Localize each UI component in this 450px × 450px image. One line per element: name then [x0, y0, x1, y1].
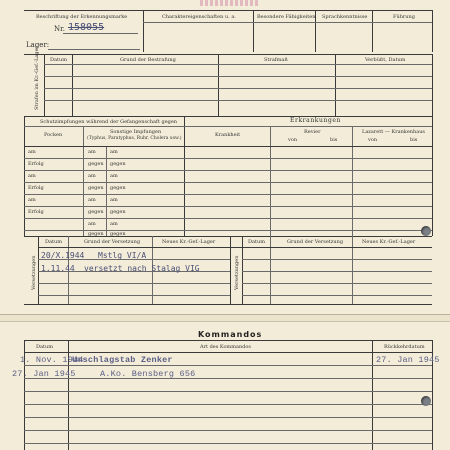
faehigkeiten-label: Besondere Fähigkeiten — [257, 14, 316, 20]
impf-row-6-right: gegen — [110, 209, 126, 215]
impf-row-1-right: am — [110, 149, 118, 155]
kommandos-art-header: Art des Kommandos — [200, 344, 251, 350]
lager-label: Lager: — [26, 41, 50, 49]
vers-grund-header-left: Grund der Versetzung — [84, 239, 141, 245]
impf-row-8-mid: gegen — [88, 231, 104, 237]
kommando-2-text[interactable]: A.Ko. Bensberg 656 — [100, 369, 196, 379]
lazarett-von: von — [368, 137, 378, 143]
revier-header: Revier — [304, 129, 321, 135]
impf-row-6-mid: gegen — [88, 209, 104, 215]
impf-row-6-left: Erfolg — [28, 209, 44, 215]
impf-row-5-right: am — [110, 197, 118, 203]
impfungen-header: Schutzimpfungen während der Gefangenschaft gegen — [40, 119, 178, 125]
revier-bis: bis — [330, 137, 338, 143]
impf-row-5-left: am — [28, 197, 36, 203]
impf-row-5-mid: am — [88, 197, 96, 203]
kommando-1-return[interactable]: 27. Jan 1945 — [376, 355, 440, 365]
kommandos-rueckkehr-header: Rückkehrdatum — [384, 344, 425, 350]
impf-row-7-mid: am — [88, 221, 96, 227]
lazarett-bis: bis — [410, 137, 418, 143]
vers-entry-2-date[interactable]: 1.11.44 — [41, 264, 75, 273]
pocken-header: Pocken — [44, 132, 63, 138]
impf-row-3-left: am — [28, 173, 36, 179]
kommando-2-date[interactable]: 27. Jan 1945 — [12, 369, 76, 379]
impf-row-8-right: gegen — [110, 231, 126, 237]
impf-row-3-right: am — [110, 173, 118, 179]
kommando-1-date[interactable]: 1. Nov. 1944 — [20, 355, 84, 365]
revier-von: von — [288, 137, 298, 143]
nr-value[interactable]: 158055 — [68, 22, 105, 33]
impf-row-1-mid: am — [88, 149, 96, 155]
impf-row-2-right: gegen — [110, 161, 126, 167]
impf-row-1-left: am — [28, 149, 36, 155]
vers-datum-header-left: Datum — [45, 239, 62, 245]
sonstige-sub-header: (Typhus, Paratyphus, Ruhr, Cholera usw.) — [87, 136, 182, 141]
nr-label: Nr. — [54, 25, 65, 33]
impf-row-2-left: Erfolg — [28, 161, 44, 167]
sprachkenntnisse-label: Sprachkenntnisse — [322, 14, 368, 20]
kommandos-datum-header: Datum — [36, 344, 53, 350]
strafen-side-label: Strafen im Kr.-Gef.-Lager — [34, 46, 40, 110]
vers-entry-2-text[interactable]: versetzt nach Stalag VIG — [84, 264, 200, 273]
charakter-label: Charaktereigenschaften u. a. — [162, 14, 236, 20]
kommando-1-text[interactable]: Umschlagstab Zenker — [72, 355, 173, 365]
top-stamp-mark — [200, 0, 258, 6]
vers-entry-1-date[interactable]: 20/X.1944 — [41, 251, 85, 260]
versetzungen-side-left: Versetzungen — [31, 255, 37, 290]
strafen-datum-header: Datum — [50, 57, 67, 63]
strafen-verbuesst-header: Verbüßt, Datum — [365, 57, 406, 63]
kommandos-title: Kommandos — [198, 330, 263, 339]
lazarett-header: Lazarett — Krankenhaus — [362, 129, 425, 135]
fuehrung-label: Führung — [393, 14, 415, 20]
erkennungsmarke-label: Beschriftung der Erkennungsmarke — [36, 14, 128, 20]
impf-row-3-mid: am — [88, 173, 96, 179]
erkrankungen-header: Erkrankungen — [290, 117, 342, 124]
punch-hole-bottom — [421, 396, 431, 406]
impf-row-7-right: am — [110, 221, 118, 227]
versetzungen-side-right: Versetzungen — [234, 255, 240, 290]
card-fold — [0, 314, 450, 322]
impf-row-2-mid: gegen — [88, 161, 104, 167]
vers-datum-header-right: Datum — [248, 239, 265, 245]
vers-grund-header-right: Grund der Versetzung — [287, 239, 344, 245]
punch-hole-middle — [421, 226, 431, 236]
strafen-strafmass-header: Strafmaß — [264, 57, 288, 63]
vers-lager-header-right: Neues Kr.-Gef.-Lager — [362, 239, 416, 245]
impf-row-4-mid: gegen — [88, 185, 104, 191]
sonstige-header: Sonstige Impfungen — [110, 129, 162, 135]
impf-row-4-left: Erfolg — [28, 185, 44, 191]
vers-entry-1-text[interactable]: Mstlg VI/A — [98, 251, 147, 260]
krankheit-header: Krankheit — [215, 132, 241, 138]
strafen-grund-header: Grund der Bestrafung — [120, 57, 176, 63]
impf-row-4-right: gegen — [110, 185, 126, 191]
vers-lager-header-left: Neues Kr.-Gef.-Lager — [162, 239, 216, 245]
